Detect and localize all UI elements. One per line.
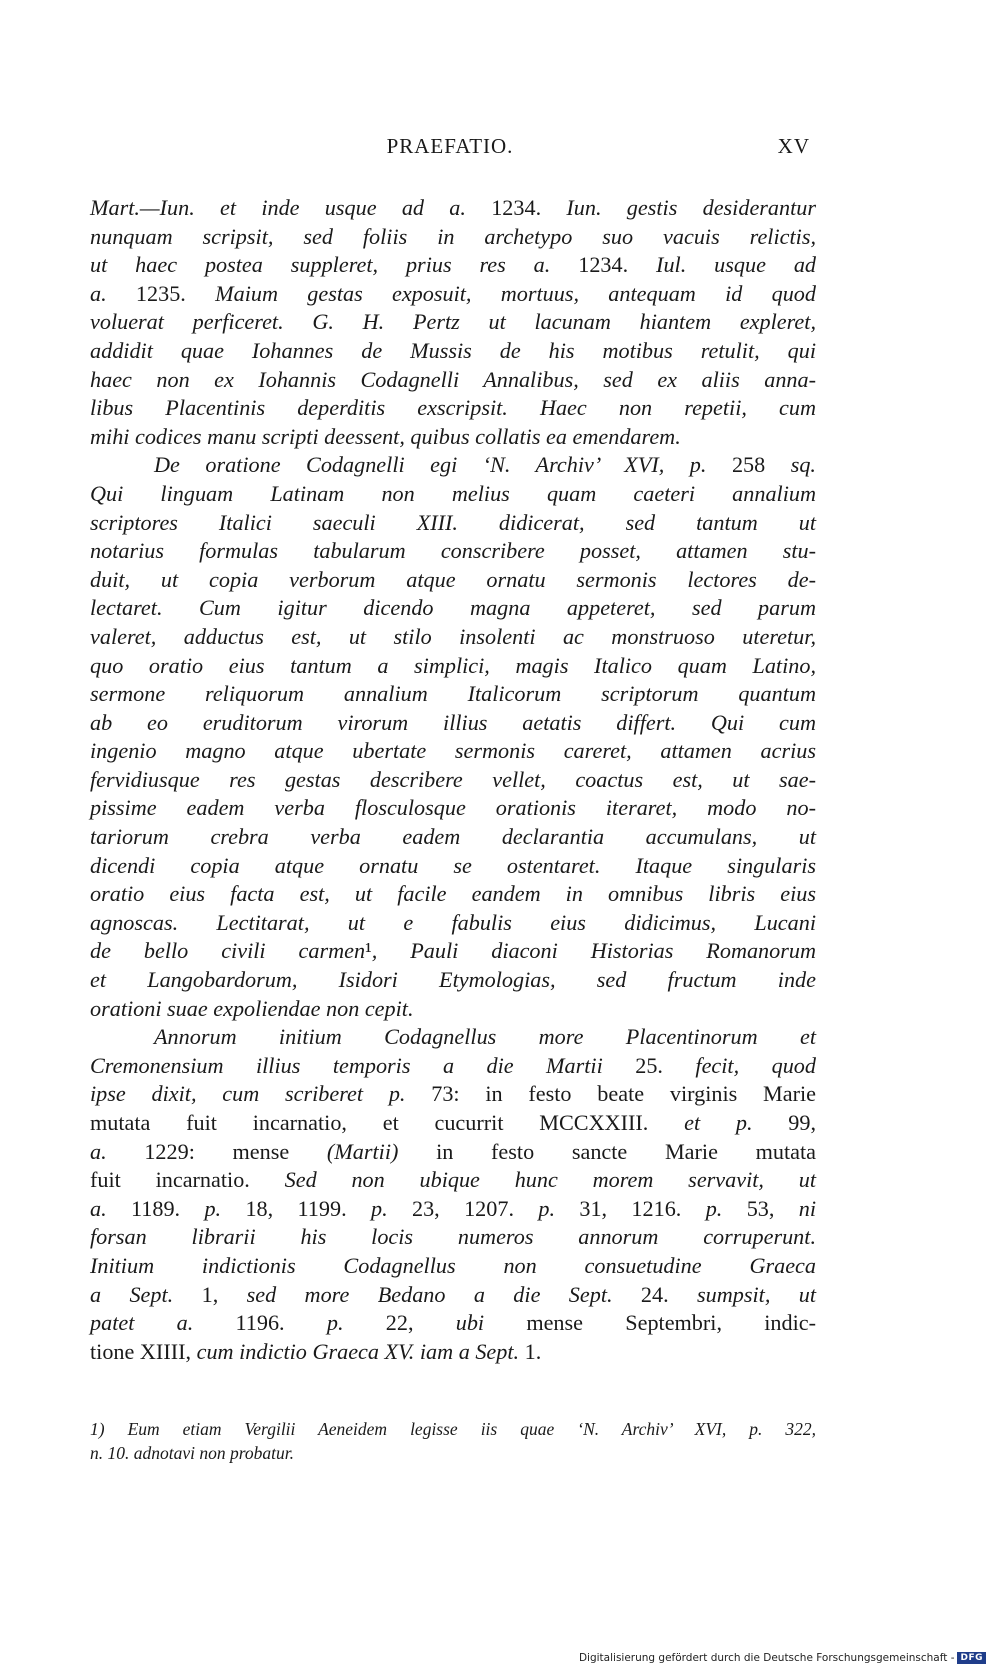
text-segment: lectaret. Cum igitur dicendo magna appeteret, sed parum [90,595,816,621]
text-segment: ut haec postea suppleret, prius res a. [90,252,579,278]
text-segment: 22, [385,1310,414,1336]
text-segment: 18, 1199. [245,1195,347,1221]
text-line [90,223,816,252]
text-segment: ab eo eruditorum virorum illius aetatis differt. Qui cum [90,709,816,735]
text-segment: tione XIIII, [90,1338,197,1364]
text-segment: 24. [640,1281,669,1307]
text-line [90,995,816,1024]
text-line [90,680,816,709]
text-segment: Cremonensium illius temporis a die Martii [90,1052,636,1078]
text-segment: sermone reliquorum annalium Italicorum scriptorum quantum [90,681,816,707]
text-line [90,280,816,309]
text-segment: p. [346,1195,412,1221]
footnote [90,1417,816,1465]
text-line [90,1223,816,1252]
text-segment: 1189. [131,1195,181,1221]
text-segment: p. [514,1195,580,1221]
text-segment: voluerat perficeret. G. H. Pertz ut lacunam hiantem expleret, [90,309,816,335]
text-line [90,1338,816,1367]
text-segment: sumpsit, ut [668,1281,816,1307]
text-line [90,794,816,823]
text-segment: a Sept. [90,1281,202,1307]
text-segment: p. [681,1195,747,1221]
text-segment: p. [284,1310,386,1336]
text-segment: agnoscas. Lectitarat, ut e fabulis eius didicimus, Lucani [90,909,816,935]
footnote-line: 1) Eum etiam Vergilii Aeneidem legisse iis quae ‘N. Archiv’ XVI, p. 322, [90,1419,816,1439]
text-segment: Maium gestas exposuit, mortuus, antequam id quod [185,280,816,306]
text-segment: ingenio magno atque ubertate sermonis careret, attamen acrius [90,738,816,764]
text-segment: 1234. [465,195,567,220]
footnote-line: n. 10. adnotavi non probatur. [90,1443,295,1463]
text-segment: fuit incarnatio. [90,1167,285,1193]
text-segment: orationi suae expoliendae non cepit. [90,995,414,1021]
text-segment: Mart.—Iun. et inde usque ad [90,195,450,220]
text-line [90,623,816,652]
text-segment: 1235. [135,280,186,306]
text-segment: mutata fuit incarnatio, et cucurrit MCCXXIII. [90,1110,685,1135]
text-segment: libus Placentinis deperditis exscripsit. Haec non repetii, cum [90,395,816,421]
text-line [90,1252,816,1281]
text-segment: de bello civili carmen [90,938,366,964]
text-segment: fecit, quod [662,1052,816,1078]
text-line [90,766,816,795]
text-segment: dicendi copia atque ornatu se ostentaret. Itaque singularis [90,852,816,878]
text-segment: 31, 1216. [579,1195,682,1221]
text-line [90,966,816,995]
text-segment: quo oratio eius tantum a simplici, magis Italico quam Latino, [90,652,816,678]
text-segment: et Langobardorum, Isidori Etymologias, sed fructum inde [90,967,816,993]
text-segment: sed more Bedano a die Sept. [218,1281,641,1307]
text-line [90,737,816,766]
text-line [90,537,816,566]
text-line [90,1023,816,1052]
text-segment: in festo sancte Marie mutata [398,1138,816,1164]
body-text [90,194,816,1366]
text-line [90,1138,816,1167]
text-segment: scriptores Italici saeculi XIII. didicerat, sed tantum ut [90,509,816,535]
text-segment: oratio eius facta est, ut facile eandem in omnibus libris eius [90,881,816,907]
text-segment: 73: in festo beate virginis Marie [431,1081,817,1107]
text-line [90,823,816,852]
text-segment: cum indictio Graeca XV. iam a Sept. [196,1338,525,1364]
text-segment: 1, [201,1281,219,1307]
text-line [90,480,816,509]
text-segment: mense Septembri, indic- [526,1310,816,1336]
text-segment: fervidiusque res gestas describere vellet, coactus est, ut sae- [90,766,816,792]
text-segment: duit, ut copia verborum atque ornatu sermonis lectores de- [90,566,816,592]
text-line [90,308,816,337]
text-line [90,423,816,452]
text-segment: sq. [765,452,816,478]
text-segment: , Pauli diaconi Historias Romanorum [371,938,816,964]
text-segment: valeret, adductus est, ut stilo insolenti ac monstruoso uteretur, [90,623,816,649]
text-line [90,1052,816,1081]
dfg-logo: DFG [957,1652,986,1664]
text-segment: addidit quae Iohannes de Mussis de his motibus retulit, qui [90,337,816,363]
text-segment: 258 [731,452,766,478]
text-line [90,1080,816,1109]
text-segment: Annorum initium Codagnellus more Placentinorum et [154,1024,816,1050]
text-segment: 1. [524,1338,542,1364]
text-segment: nunquam scripsit, sed foliis in archetypo suo vacuis relictis, [90,223,816,249]
text-line [90,880,816,909]
text-segment: 53, [746,1195,775,1221]
text-line [90,909,816,938]
text-segment: 1229: mense [144,1138,327,1164]
text-segment: ¹ [365,938,372,964]
text-segment: et p. [684,1110,789,1135]
text-segment: ni [774,1195,817,1221]
text-segment: haec non ex Iohannis Codagnelli Annalibus, sed ex aliis anna- [90,366,816,392]
text-segment: 23, 1207. [411,1195,514,1221]
text-segment: De oratione Codagnelli egi ‘N. Archiv’ XVI, p. [154,452,732,478]
text-line [90,366,816,395]
text-segment: Iul. usque ad [628,252,817,278]
text-segment: forsan librarii his locis numeros annorum corruperunt. [90,1224,816,1250]
text-line [90,1309,816,1338]
text-segment: mihi codices manu scripti deessent, quibus collatis ea emendarem. [90,423,681,449]
text-segment: 25. [635,1052,663,1078]
text-segment: pissime eadem verba flosculosque orationis iteraret, modo no- [90,795,816,821]
text-segment: Sed non ubique hunc morem servavit, ut [284,1167,816,1193]
text-line [90,251,816,280]
text-line [90,394,816,423]
text-segment: a. [90,1195,131,1221]
text-segment: a. [90,1138,145,1164]
text-line [90,451,816,480]
digitization-credit [579,1652,986,1664]
text-line [90,1281,816,1310]
running-header [90,134,810,166]
text-line [90,337,816,366]
text-line [90,652,816,681]
text-line [90,1109,816,1138]
text-segment: p. [180,1195,246,1221]
text-line [90,709,816,738]
text-segment: a. [90,280,136,306]
text-line [90,194,816,223]
text-segment: notarius formulas tabularum conscribere posset, attamen stu- [90,538,816,564]
text-segment: (Martii) [326,1138,399,1164]
text-line [90,1195,816,1224]
text-line [90,594,816,623]
text-segment: 1196. [235,1310,285,1336]
text-segment: Initium indictionis Codagnellus non consuetudine Graeca [90,1252,816,1278]
text-segment: Iun. gestis desiderantur [566,195,817,220]
text-segment: a. [449,195,466,220]
running-title: PRAEFATIO. [386,134,514,158]
page-number: XV [777,134,810,158]
text-line [90,937,816,966]
text-segment: Qui linguam Latinam non melius quam caeteri annalium [90,480,816,506]
text-segment: ubi [413,1310,527,1336]
text-segment: patet a. [90,1310,236,1336]
text-line [90,852,816,881]
digitization-credit-text: Digitalisierung gefördert durch die Deutsche Forschungsgemeinschaft - [578,1652,955,1664]
text-line [90,566,816,595]
text-segment: 99, [788,1110,817,1135]
text-line [90,1166,816,1195]
text-line [90,509,816,538]
text-segment: tariorum crebra verba eadem declarantia accumulans, ut [90,824,816,850]
text-segment: ipse dixit, cum scriberet p. [90,1081,432,1107]
text-segment: 1234. [578,252,629,278]
